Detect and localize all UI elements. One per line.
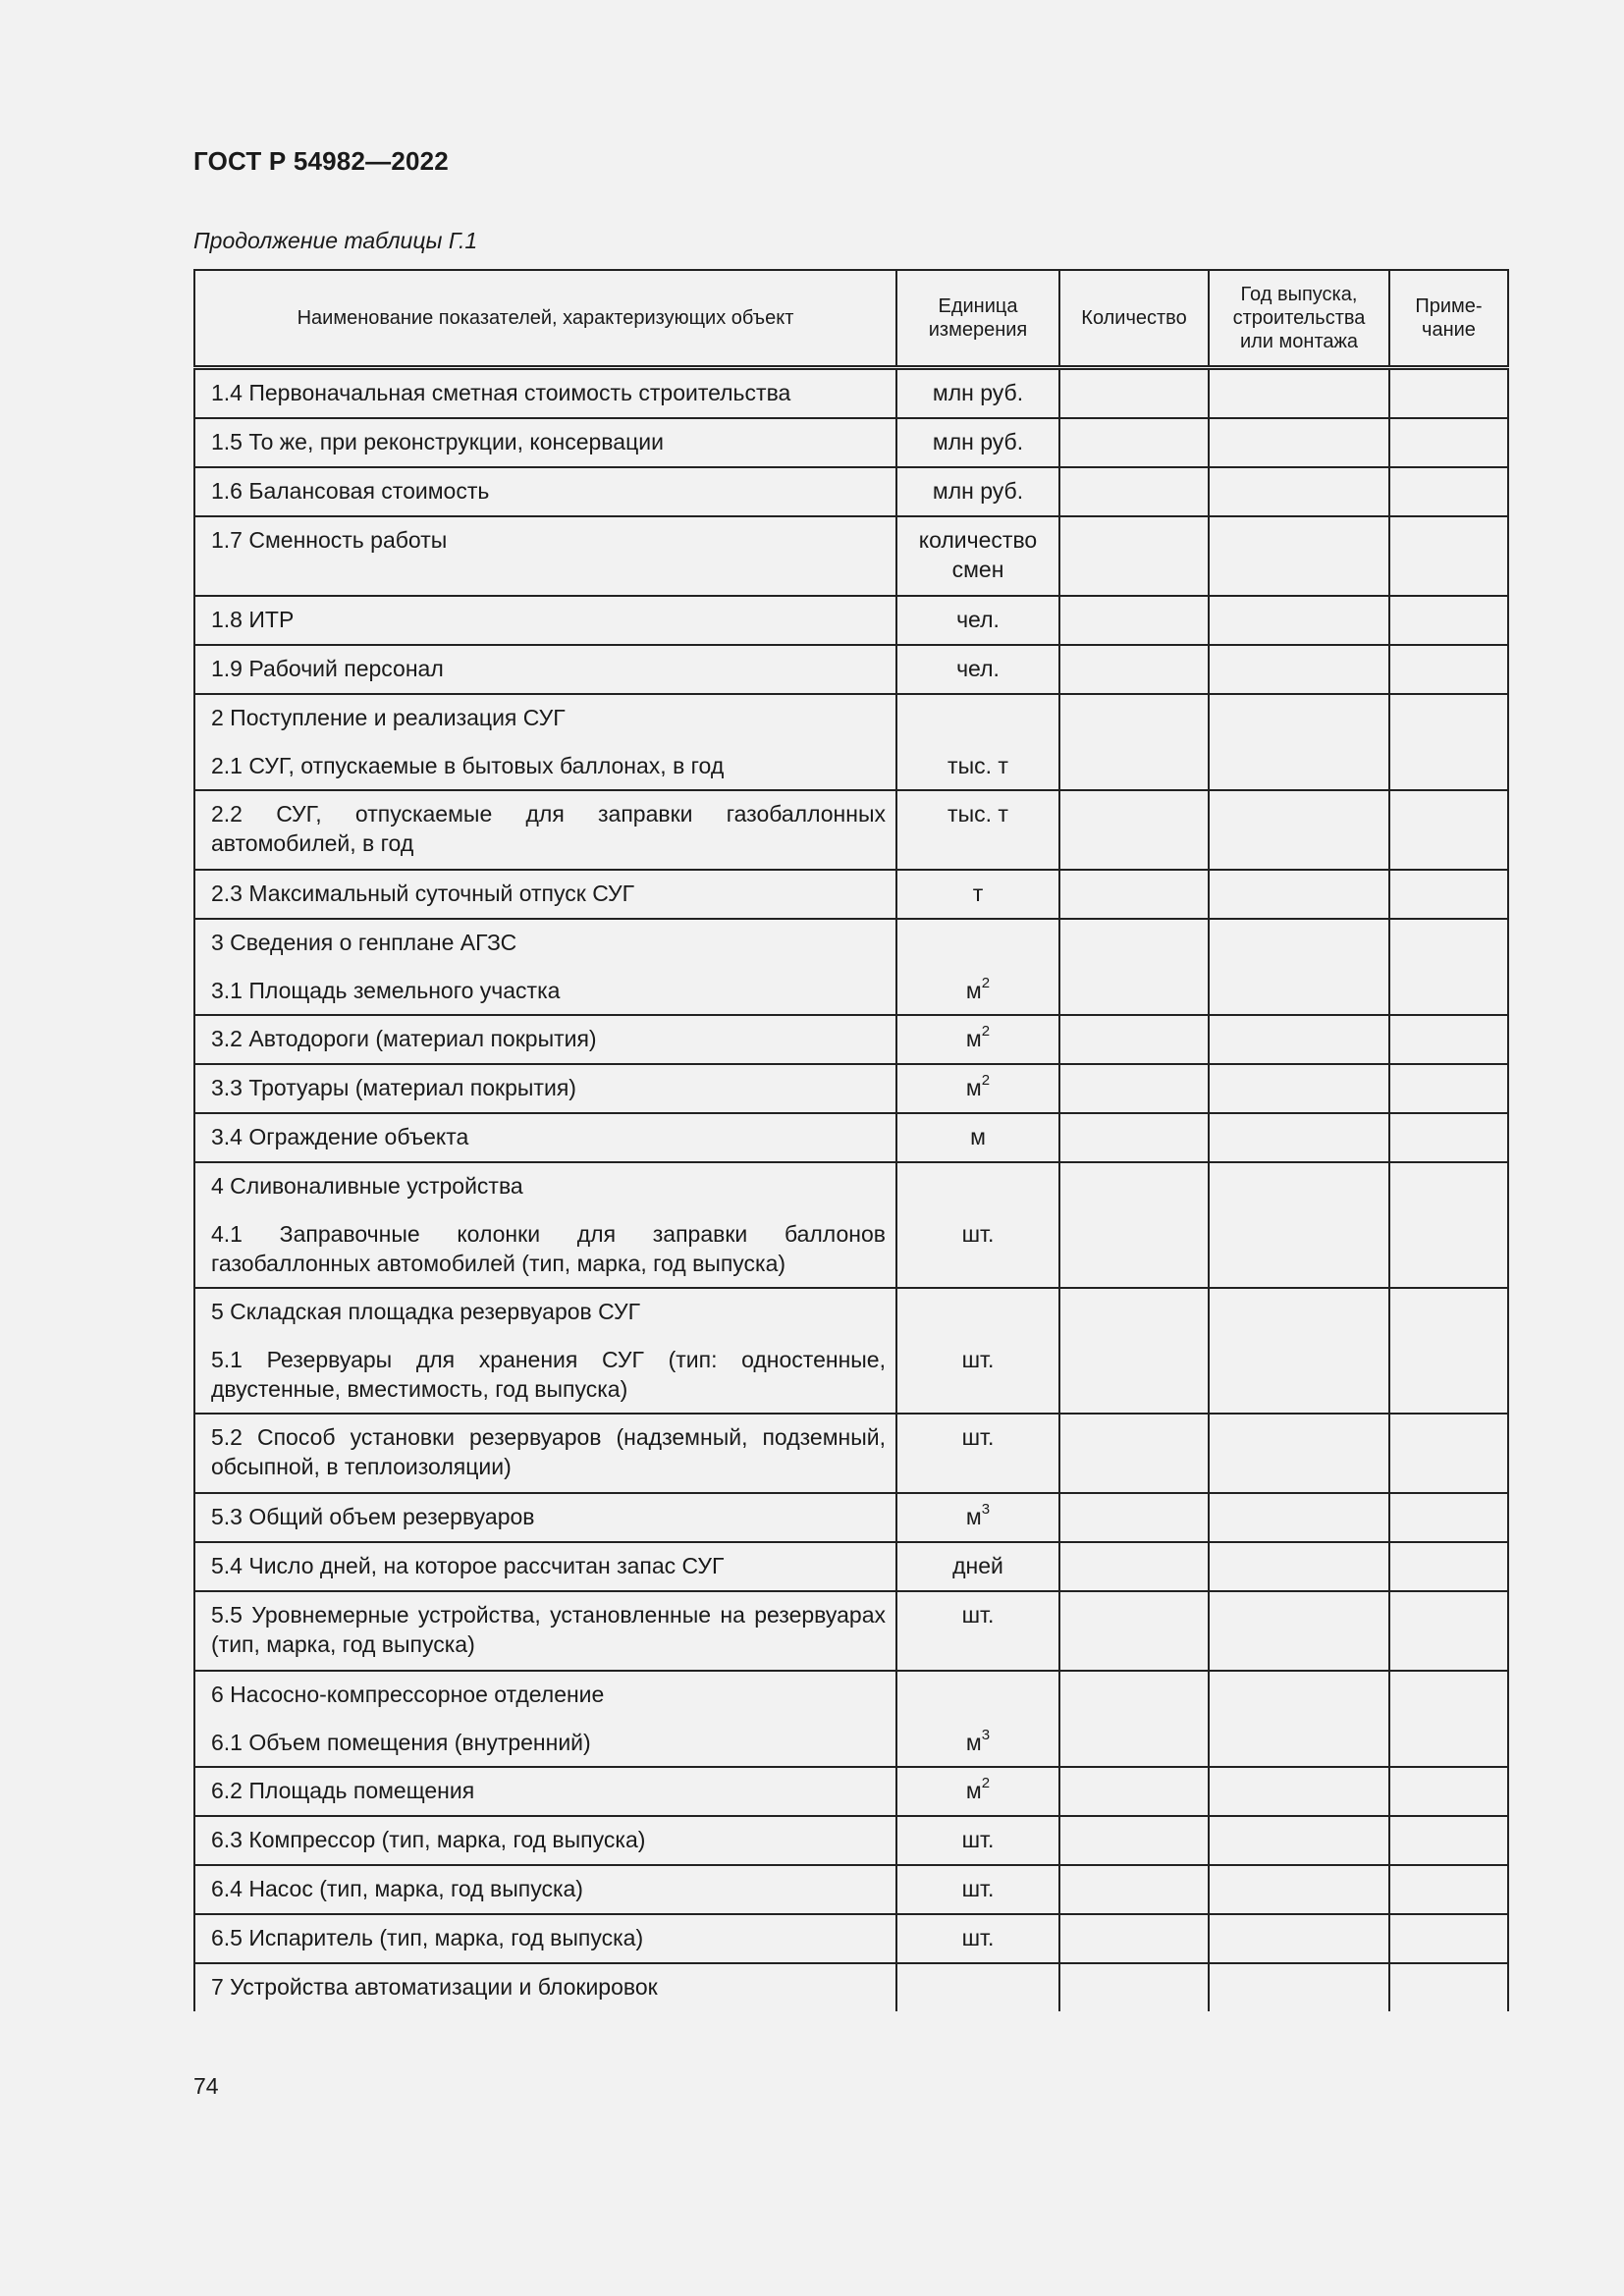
row-quantity-cell: [1059, 1865, 1209, 1914]
row-quantity-cell: [1059, 1288, 1209, 1414]
row-name-cell: [194, 1493, 896, 1542]
unit-exponent: 3: [981, 1501, 991, 1519]
row-unit-wrap: [965, 1501, 991, 1529]
column-header-note: Приме-чание: [1389, 270, 1508, 368]
row-unit-cell: [896, 516, 1059, 596]
row-unit-cell: [896, 1963, 1059, 2011]
row-unit: шт.: [961, 1827, 995, 1852]
row-year-cell: [1209, 1288, 1389, 1414]
row-quantity-cell: [1059, 645, 1209, 694]
row-unit-wrap: [919, 527, 1037, 582]
row-note-cell: [1389, 1288, 1508, 1414]
row-unit: шт.: [961, 1424, 995, 1450]
row-year-cell: [1209, 516, 1389, 596]
row-name-cell: [194, 516, 896, 596]
row-quantity-cell: [1059, 418, 1209, 467]
row-year-cell: [1209, 645, 1389, 694]
row-unit-cell: [896, 467, 1059, 516]
column-header-unit: Единица измерения: [896, 270, 1059, 368]
row-name: 7 Устройства автоматизации и блокировок: [211, 1974, 658, 2000]
row-quantity-cell: [1059, 694, 1209, 790]
row-quantity-cell: [1059, 870, 1209, 919]
table-row: [194, 1591, 1508, 1671]
data-table: [193, 269, 1509, 2011]
row-unit-wrap: [933, 429, 1023, 454]
table-row: [194, 1671, 1508, 1767]
row-year-cell: [1209, 1671, 1389, 1767]
row-name-cell: [194, 1671, 896, 1767]
row-unit-wrap: [962, 1876, 995, 1901]
page-number: 74: [193, 2073, 219, 2099]
row-subname: 5.1 Резервуары для хранения СУГ (тип: одностенные, двустенные, вместимость, год выпуска): [211, 1347, 886, 1402]
table-body: [194, 368, 1508, 2012]
row-note-cell: [1389, 1816, 1508, 1865]
row-note-cell: [1389, 1162, 1508, 1288]
row-note-cell: [1389, 1414, 1508, 1493]
row-unit: т: [972, 881, 984, 906]
row-year-cell: [1209, 1162, 1389, 1288]
row-unit-cell: [896, 1414, 1059, 1493]
row-unit-wrap: [952, 1553, 1003, 1578]
row-name: 1.4 Первоначальная сметная стоимость строительства: [211, 380, 791, 405]
row-year-cell: [1209, 1015, 1389, 1064]
row-name: 6.3 Компрессор (тип, марка, год выпуска): [211, 1827, 646, 1852]
row-name: 6.2 Площадь помещения: [211, 1778, 475, 1803]
row-year-cell: [1209, 1914, 1389, 1963]
row-unit: млн руб.: [932, 478, 1024, 504]
row-unit: м: [965, 1778, 982, 1803]
row-year-cell: [1209, 870, 1389, 919]
row-unit: дней: [952, 1553, 1003, 1578]
row-unit: шт.: [961, 1347, 995, 1372]
row-name-cell: [194, 1914, 896, 1963]
row-name-cell: [194, 467, 896, 516]
row-unit-cell: [896, 790, 1059, 870]
table-row: [194, 1542, 1508, 1591]
table-row: [194, 1816, 1508, 1865]
row-unit-cell: [896, 1865, 1059, 1914]
row-unit-wrap: [956, 656, 1000, 681]
row-unit: млн руб.: [932, 380, 1024, 405]
row-name: 1.9 Рабочий персонал: [211, 656, 444, 681]
row-quantity-cell: [1059, 1542, 1209, 1591]
row-name-cell: [194, 694, 896, 790]
row-unit-cell: [896, 1542, 1059, 1591]
row-unit-cell: [896, 1816, 1059, 1865]
row-quantity-cell: [1059, 790, 1209, 870]
row-unit: тыс. т: [947, 801, 1008, 827]
row-quantity-cell: [1059, 1064, 1209, 1113]
row-subname: 4.1 Заправочные колонки для заправки баллонов газобаллонных автомобилей (тип, марка, год выпуска): [211, 1221, 886, 1276]
row-year-cell: [1209, 694, 1389, 790]
row-year-cell: [1209, 418, 1389, 467]
table-row: [194, 1162, 1508, 1288]
row-unit-wrap: [956, 607, 1000, 632]
row-unit: м: [970, 1124, 986, 1149]
row-note-cell: [1389, 1015, 1508, 1064]
row-name-cell: [194, 790, 896, 870]
row-name-cell: [194, 1865, 896, 1914]
row-name: 1.5 То же, при реконструкции, консервации: [211, 429, 664, 454]
row-year-cell: [1209, 1963, 1389, 2011]
row-note-cell: [1389, 1542, 1508, 1591]
row-note-cell: [1389, 1113, 1508, 1162]
table-row: [194, 1865, 1508, 1914]
row-quantity-cell: [1059, 1113, 1209, 1162]
row-year-cell: [1209, 790, 1389, 870]
row-unit: м: [965, 1026, 982, 1051]
row-name: 2 Поступление и реализация СУГ: [211, 705, 566, 730]
table-row: [194, 1015, 1508, 1064]
row-note-cell: [1389, 1914, 1508, 1963]
row-unit: м: [965, 1504, 982, 1529]
row-unit: млн руб.: [932, 429, 1024, 454]
row-unit: шт.: [961, 1876, 995, 1901]
row-note-cell: [1389, 1963, 1508, 2011]
row-quantity-cell: [1059, 1162, 1209, 1288]
table-row: [194, 1914, 1508, 1963]
table-row: [194, 368, 1508, 419]
row-note-cell: [1389, 790, 1508, 870]
row-year-cell: [1209, 467, 1389, 516]
row-name-cell: [194, 1162, 896, 1288]
row-unit-wrap: [962, 1424, 995, 1450]
table-row: [194, 1767, 1508, 1816]
row-year-cell: [1209, 1113, 1389, 1162]
row-unit-wrap: [903, 1219, 1053, 1249]
row-name-cell: [194, 1015, 896, 1064]
row-name: 1.7 Сменность работы: [211, 527, 448, 553]
row-unit-cell: [896, 1914, 1059, 1963]
row-unit: м: [965, 1730, 982, 1755]
row-name-cell: [194, 645, 896, 694]
row-name: 3.4 Ограждение объекта: [211, 1124, 469, 1149]
row-note-cell: [1389, 645, 1508, 694]
row-unit-wrap: [933, 478, 1023, 504]
row-unit-cell: [896, 1015, 1059, 1064]
row-unit: шт.: [961, 1925, 995, 1950]
row-unit-cell: [896, 1113, 1059, 1162]
row-note-cell: [1389, 418, 1508, 467]
row-name-cell: [194, 1767, 896, 1816]
table-row: [194, 516, 1508, 596]
row-name: 1.8 ИТР: [211, 607, 295, 632]
table-row: [194, 645, 1508, 694]
row-name-cell: [194, 368, 896, 419]
row-unit-cell: [896, 1671, 1059, 1767]
table-row: [194, 790, 1508, 870]
row-note-cell: [1389, 1591, 1508, 1671]
document-title: ГОСТ Р 54982—2022: [193, 146, 449, 176]
row-unit-wrap: [973, 881, 984, 906]
row-name: 6.5 Испаритель (тип, марка, год выпуска): [211, 1925, 644, 1950]
table-row: [194, 870, 1508, 919]
row-note-cell: [1389, 1767, 1508, 1816]
row-quantity-cell: [1059, 1414, 1209, 1493]
row-quantity-cell: [1059, 1671, 1209, 1767]
row-unit-wrap: [903, 1728, 1053, 1757]
unit-exponent: 3: [981, 1727, 991, 1744]
row-name: 5.3 Общий объем резервуаров: [211, 1504, 535, 1529]
row-unit-cell: [896, 1162, 1059, 1288]
row-name-cell: [194, 919, 896, 1015]
row-year-cell: [1209, 1542, 1389, 1591]
row-unit-wrap: [903, 751, 1053, 780]
row-quantity-cell: [1059, 1493, 1209, 1542]
row-year-cell: [1209, 1767, 1389, 1816]
row-unit-cell: [896, 1288, 1059, 1414]
row-name-cell: [194, 1542, 896, 1591]
row-note-cell: [1389, 1064, 1508, 1113]
table-row: [194, 1113, 1508, 1162]
row-unit: шт.: [961, 1602, 995, 1628]
row-name: 6 Насосно-компрессорное отделение: [211, 1682, 605, 1707]
row-year-cell: [1209, 1816, 1389, 1865]
row-quantity-cell: [1059, 368, 1209, 419]
row-name: 5.5 Уровнемерные устройства, установленные на резервуарах (тип, марка, год выпуска): [211, 1602, 886, 1657]
row-unit: м: [965, 978, 982, 1003]
row-name: 5.2 Способ установки резервуаров (надземный, подземный, обсыпной, в теплоизоляции): [211, 1424, 886, 1479]
row-note-cell: [1389, 467, 1508, 516]
row-year-cell: [1209, 1865, 1389, 1914]
row-year-cell: [1209, 1493, 1389, 1542]
unit-exponent: 2: [981, 1072, 991, 1090]
row-unit-cell: [896, 1493, 1059, 1542]
column-header-name: Наименование показателей, характеризующих объект: [194, 270, 896, 368]
row-name-cell: [194, 1816, 896, 1865]
row-name-cell: [194, 1064, 896, 1113]
table-row: [194, 418, 1508, 467]
column-header-quantity: Количество: [1059, 270, 1209, 368]
row-quantity-cell: [1059, 1591, 1209, 1671]
row-unit-cell: [896, 1591, 1059, 1671]
row-name-cell: [194, 1288, 896, 1414]
row-quantity-cell: [1059, 1914, 1209, 1963]
row-name-cell: [194, 596, 896, 645]
row-quantity-cell: [1059, 1015, 1209, 1064]
row-unit-cell: [896, 596, 1059, 645]
table-row: [194, 1288, 1508, 1414]
row-name: 3.2 Автодороги (материал покрытия): [211, 1026, 597, 1051]
table-row: [194, 1493, 1508, 1542]
table-caption: Продолжение таблицы Г.1: [193, 228, 478, 253]
row-quantity-cell: [1059, 1816, 1209, 1865]
row-unit-wrap: [947, 801, 1008, 827]
row-subname: 2.1 СУГ, отпускаемые в бытовых баллонах, в год: [211, 753, 725, 778]
row-unit-wrap: [903, 976, 1053, 1005]
row-year-cell: [1209, 596, 1389, 645]
row-unit-cell: [896, 1064, 1059, 1113]
row-unit-cell: [896, 368, 1059, 419]
row-note-cell: [1389, 870, 1508, 919]
row-name: 2.2 СУГ, отпускаемые для заправки газобаллонных автомобилей, в год: [211, 801, 886, 856]
row-name: 6.4 Насос (тип, марка, год выпуска): [211, 1876, 583, 1901]
row-quantity-cell: [1059, 596, 1209, 645]
row-unit-wrap: [970, 1124, 986, 1149]
unit-exponent: 2: [981, 1023, 991, 1041]
row-unit: количество смен: [918, 527, 1038, 582]
row-name: 5.4 Число дней, на которое рассчитан запас СУГ: [211, 1553, 725, 1578]
row-unit: шт.: [961, 1221, 995, 1247]
row-quantity-cell: [1059, 516, 1209, 596]
row-unit-cell: [896, 870, 1059, 919]
table-row: [194, 694, 1508, 790]
row-year-cell: [1209, 368, 1389, 419]
row-unit-cell: [896, 645, 1059, 694]
row-note-cell: [1389, 596, 1508, 645]
row-name-cell: [194, 1963, 896, 2011]
row-name-cell: [194, 1591, 896, 1671]
table-row: [194, 467, 1508, 516]
table-row: [194, 1414, 1508, 1493]
table-header-row: [194, 270, 1508, 368]
row-unit-cell: [896, 694, 1059, 790]
column-header-year: Год выпуска, строительства или монтажа: [1209, 270, 1389, 368]
row-note-cell: [1389, 516, 1508, 596]
row-name: 4 Сливоналивные устройства: [211, 1173, 523, 1199]
row-quantity-cell: [1059, 467, 1209, 516]
row-unit-wrap: [965, 1023, 991, 1051]
row-note-cell: [1389, 368, 1508, 419]
row-note-cell: [1389, 1865, 1508, 1914]
table-row: [194, 1963, 1508, 2011]
unit-exponent: 2: [981, 1775, 991, 1792]
row-note-cell: [1389, 1493, 1508, 1542]
row-unit: чел.: [956, 656, 1000, 681]
row-unit-wrap: [903, 1345, 1053, 1374]
row-subname: 6.1 Объем помещения (внутренний): [211, 1730, 591, 1755]
row-name-cell: [194, 870, 896, 919]
row-subname: 3.1 Площадь земельного участка: [211, 978, 561, 1003]
row-year-cell: [1209, 1591, 1389, 1671]
row-unit-wrap: [962, 1827, 995, 1852]
row-unit-cell: [896, 1767, 1059, 1816]
row-unit-cell: [896, 418, 1059, 467]
row-year-cell: [1209, 1414, 1389, 1493]
row-name: 5 Складская площадка резервуаров СУГ: [211, 1299, 641, 1324]
row-note-cell: [1389, 919, 1508, 1015]
unit-exponent: 2: [981, 975, 991, 992]
row-name: 1.6 Балансовая стоимость: [211, 478, 490, 504]
table-row: [194, 919, 1508, 1015]
row-unit-cell: [896, 919, 1059, 1015]
row-quantity-cell: [1059, 1767, 1209, 1816]
row-name: 3 Сведения о генплане АГЗС: [211, 930, 517, 955]
row-year-cell: [1209, 1064, 1389, 1113]
row-quantity-cell: [1059, 919, 1209, 1015]
row-unit: м: [965, 1075, 982, 1100]
row-name: 3.3 Тротуары (материал покрытия): [211, 1075, 576, 1100]
row-year-cell: [1209, 919, 1389, 1015]
row-unit-wrap: [962, 1925, 995, 1950]
row-quantity-cell: [1059, 1963, 1209, 2011]
row-unit: тыс. т: [947, 753, 1008, 778]
row-unit-wrap: [933, 380, 1023, 405]
row-unit-wrap: [962, 1602, 995, 1628]
table-row: [194, 596, 1508, 645]
row-name-cell: [194, 1414, 896, 1493]
row-note-cell: [1389, 694, 1508, 790]
row-name: 2.3 Максимальный суточный отпуск СУГ: [211, 881, 635, 906]
row-note-cell: [1389, 1671, 1508, 1767]
row-unit: чел.: [956, 607, 1000, 632]
row-unit-wrap: [965, 1775, 991, 1803]
row-name-cell: [194, 418, 896, 467]
table-row: [194, 1064, 1508, 1113]
row-name-cell: [194, 1113, 896, 1162]
row-unit-wrap: [965, 1072, 991, 1100]
